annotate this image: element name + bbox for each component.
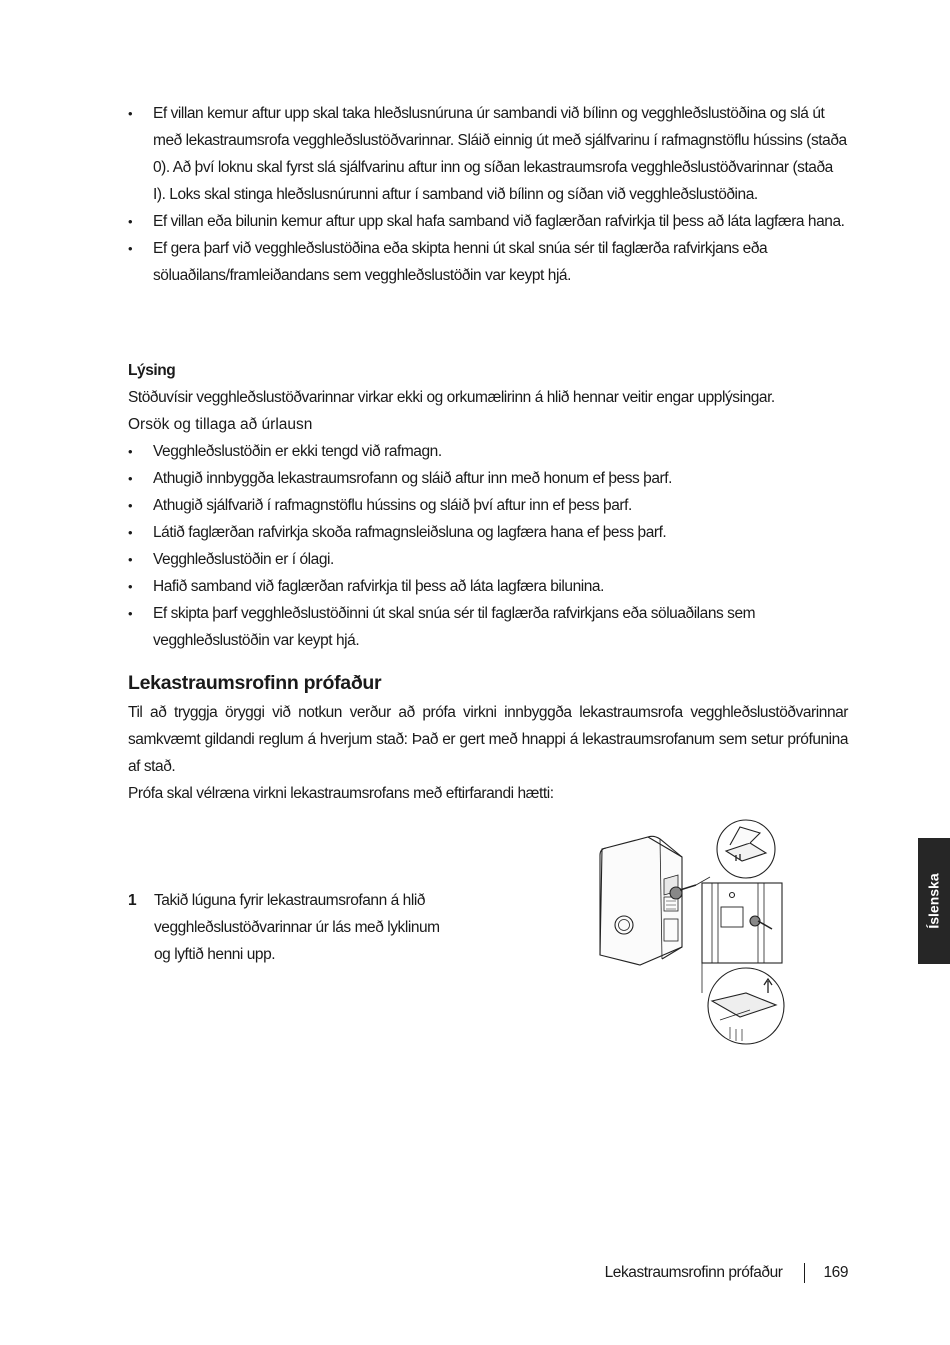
remedy-item: • Látið faglærðan rafvirkja skoða rafmagnsleiðsluna og lagfæra hana ef þess þarf.: [128, 519, 848, 546]
section-heading: Lekastraumsrofinn prófaður: [128, 672, 382, 694]
footer-title: Lekastraumsrofinn prófaður: [604, 1264, 783, 1281]
remedy-item: • Ef skipta þarf vegghleðslustöðinni út skal snúa sér til faglærða rafvirkjans eða söluaðilans sem vegghleðslustöðin var keypt hjá.: [128, 600, 848, 654]
page-number: 169: [823, 1264, 848, 1281]
page-footer: [560, 1261, 848, 1285]
description-text: Stöðuvísir vegghleðslustöðvarinnar virkar ekki og orkumælirinn á hlið hennar veitir engar upplýsingar.: [128, 389, 775, 406]
description-label: Lýsing: [128, 362, 176, 379]
cause-item: • Vegghleðslustöðin er í ólagi.: [128, 546, 848, 573]
remedy-list: [128, 465, 848, 546]
step-text: Takið lúguna fyrir lekastraumsrofann á hlið vegghleðslustöðvarinnar úr lás með lyklinum og lyftið henni upp.: [154, 892, 440, 963]
fault-section: [128, 357, 848, 654]
wallbox-illustration: [590, 815, 795, 1045]
step-number: 1: [128, 892, 137, 909]
list-item: • Ef villan eða bilunin kemur aftur upp skal hafa samband við faglærðan rafvirkja til þess að láta lagfæra hana.: [128, 208, 848, 235]
remedy-item: • Athugið sjálfvarið í rafmagnstöflu hússins og sláið því aftur inn ef þess þarf.: [128, 492, 848, 519]
language-tab-label: Íslenska: [926, 873, 943, 929]
language-tab: [918, 838, 950, 964]
section-intro: Til að tryggja öryggi við notkun verður að prófa virkni innbyggða lekastraumsrofa vegghleðslustöðvarinnar samkvæmt gildandi reglum á hverjum stað: Það er gert með hnappi á lekastraumsrofanum sem setur prófunina af stað.: [128, 704, 848, 775]
footer-divider: [804, 1263, 805, 1283]
cause-label: Orsök og tillaga að úrlausn: [128, 416, 313, 433]
section-lead: Prófa skal vélræna virkni lekastraumsrofans með eftirfarandi hætti:: [128, 785, 554, 802]
list-item: • Ef gera þarf við vegghleðslustöðina eða skipta henni út skal snúa sér til faglærða rafvirkjans eða söluaðilans/framleiðandans sem vegghleðslustöðin var keypt hjá.: [128, 235, 848, 289]
troubleshooting-list: [128, 100, 848, 289]
cause-list: [128, 438, 848, 465]
test-section: [128, 667, 848, 807]
cause-item: • Vegghleðslustöðin er ekki tengd við rafmagn.: [128, 438, 848, 465]
step-1: [128, 887, 458, 968]
list-item: • Ef villan kemur aftur upp skal taka hleðslusnúruna úr sambandi við bílinn og vegghleðslustöðina og slá út með lekastraumsrofa vegghleðslustöðvarinnar. Sláið einnig út með sjálfvarinu í rafmagnstöflu hússins (staða 0). Að því loknu skal fyrst slá sjálfvarinu aftur inn og síðan lekastraumsrofa vegghleðslustöðvarinnar (staða I). Loks skal stinga hleðslusnúrunni aftur í samband við bílinn og síðan við vegghleðslustöðina.: [128, 100, 848, 208]
cause-list: [128, 546, 848, 573]
remedy-item: • Athugið innbyggða lekastraumsrofann og sláið aftur inn með honum ef þess þarf.: [128, 465, 848, 492]
remedy-list: [128, 573, 848, 654]
remedy-item: • Hafið samband við faglærðan rafvirkja til þess að láta lagfæra bilunina.: [128, 573, 848, 600]
